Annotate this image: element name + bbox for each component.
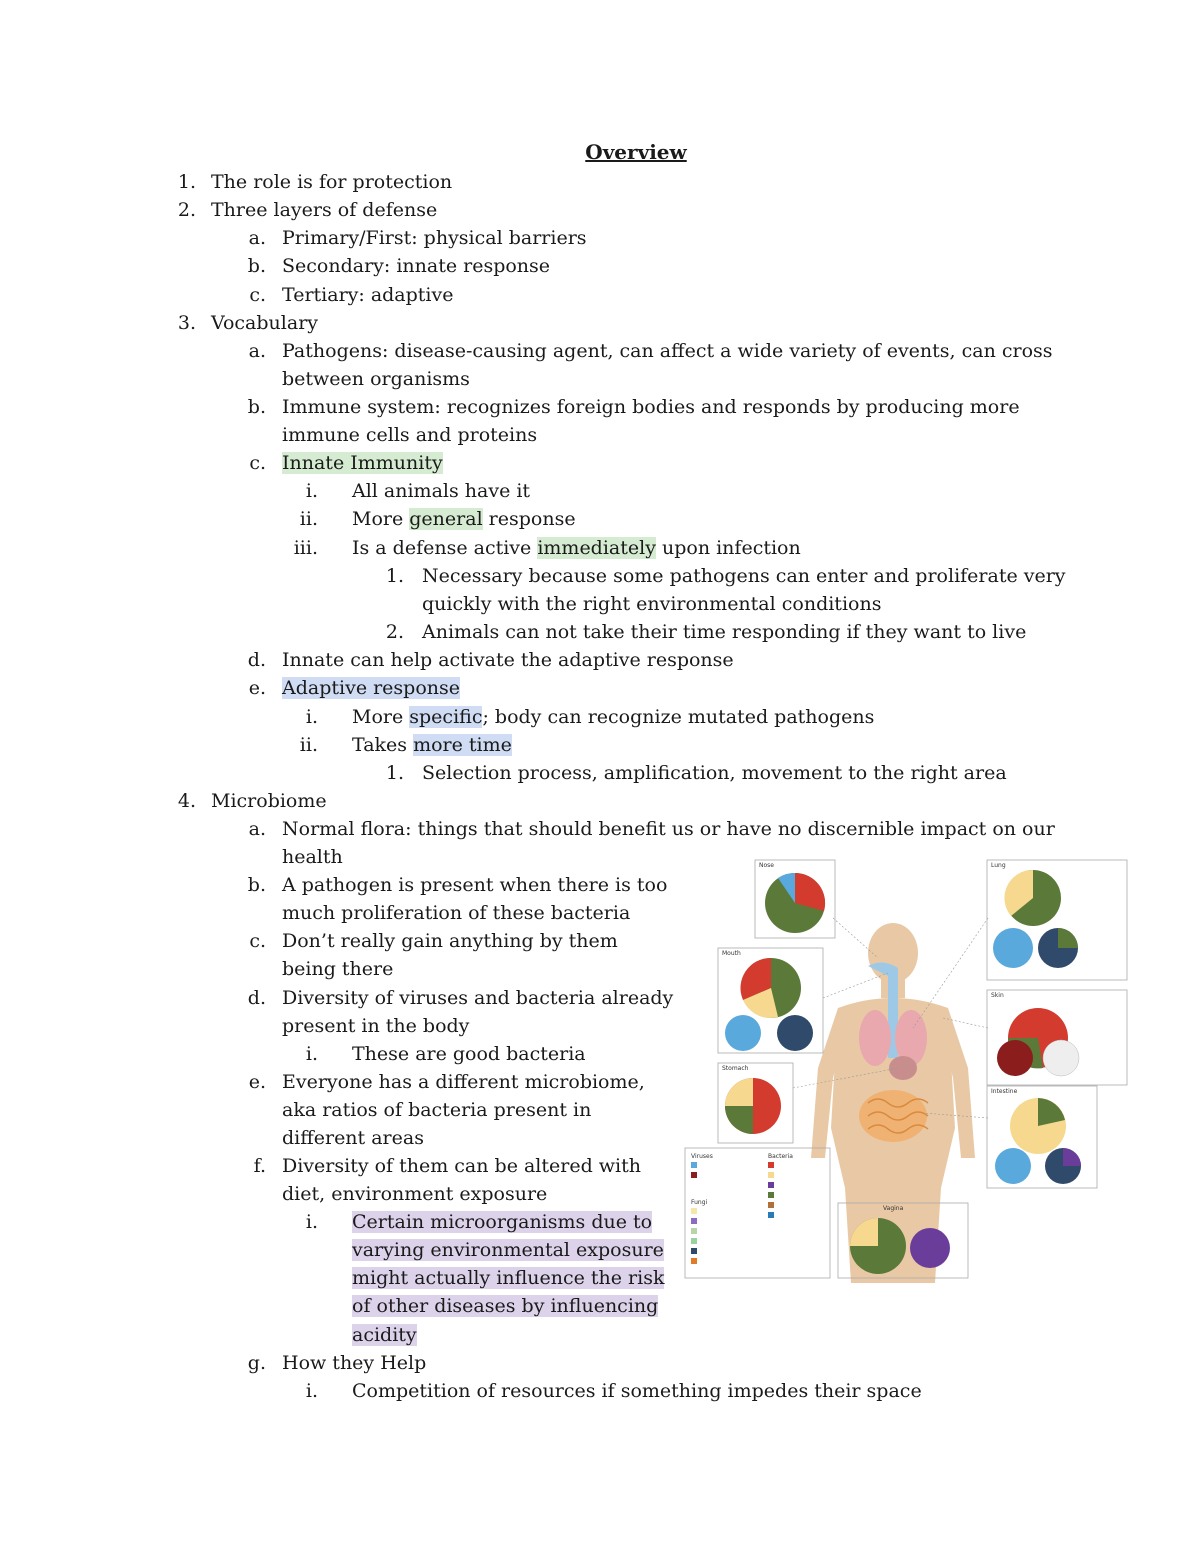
list-item: Competition of resources if something impedes their space [352,1380,922,1402]
list-marker: f. [253,1155,266,1177]
list-item [352,703,874,731]
list-item: Secondary: innate response [282,255,551,277]
list-item: Diversity of them can be altered with [282,1155,642,1177]
list-item: Immune system: recognizes foreign bodies and responds by producing more [282,396,1020,418]
list-item-continuation: diet, environment exposure [282,1183,548,1205]
list-marker: ii. [299,734,318,756]
figure-label-nose: Nose [759,862,774,869]
list-marker: 1. [177,171,196,193]
list-marker: b. [247,255,266,277]
list-marker: 2. [385,621,404,643]
list-item [352,731,512,759]
list-item-continuation: aka ratios of bacteria present in [282,1099,592,1121]
text-run: Takes [352,734,414,756]
figure-label-skin: Skin [991,992,1004,999]
list-item [282,674,460,702]
figure-label-intestine: Intestine [991,1088,1018,1095]
pie-intestine [995,1098,1081,1184]
list-marker: ii. [299,508,318,530]
list-marker: c. [249,284,266,306]
highlight-green: Innate Immunity [282,452,443,474]
list-item: Normal flora: things that should benefit us or have no discernible impact on our [282,818,1055,840]
list-marker: 1. [385,762,404,784]
legend-title-viruses: Viruses [691,1153,713,1160]
list-item: Everyone has a different microbiome, [282,1071,645,1093]
list-item: Animals can not take their time responding if they want to live [422,621,1027,643]
list-marker: 1. [385,565,404,587]
text-run: Is a defense active [352,537,538,559]
list-marker: iii. [293,537,318,559]
list-item-continuation: immune cells and proteins [282,424,538,446]
list-marker: e. [248,1071,266,1093]
list-item: Selection process, amplification, movement to the right area [422,762,1007,784]
list-item-continuation [352,1264,664,1292]
figure-label-mouth: Mouth [722,950,741,957]
figure-label-stomach: Stomach [722,1065,749,1072]
highlight-blue: Adaptive response [282,677,461,699]
highlight-purple: of other diseases by influencing [352,1295,659,1317]
list-item: Diversity of viruses and bacteria already [282,987,674,1009]
list-item: The role is for protection [211,171,453,193]
pie-stomach [725,1078,781,1134]
microbiome-figure [683,858,1131,1283]
list-marker: c. [249,930,266,952]
page-title: Overview [585,140,687,164]
list-item-continuation: present in the body [282,1015,470,1037]
list-item-continuation [352,1236,664,1264]
list-marker: i. [305,480,318,502]
list-item: Tertiary: adaptive [282,284,454,306]
list-marker: d. [247,987,266,1009]
list-marker: i. [305,1211,318,1233]
list-item: All animals have it [352,480,531,502]
list-marker: i. [305,1380,318,1402]
list-marker: a. [248,818,266,840]
text-run: response [482,508,576,530]
pie-nose [765,873,825,933]
text-run: More [352,706,410,728]
text-run: ; body can recognize mutated pathogens [482,706,875,728]
highlight-green: general [409,508,483,530]
list-item-continuation [352,1292,658,1320]
highlight-blue: specific [409,706,483,728]
list-marker: d. [247,649,266,671]
list-item-continuation: being there [282,958,394,980]
highlight-green: immediately [537,537,656,559]
list-marker: c. [249,452,266,474]
list-item: Primary/First: physical barriers [282,227,587,249]
figure-label-lung: Lung [991,862,1006,869]
list-item: Pathogens: disease-causing agent, can affect a wide variety of events, can cross [282,340,1053,362]
list-item: Vocabulary [211,312,319,334]
list-item: Innate can help activate the adaptive response [282,649,734,671]
figure-label-vagina: Vagina [883,1205,904,1212]
highlight-purple: varying environmental exposure [352,1239,664,1261]
list-marker: b. [247,396,266,418]
list-marker: 2. [177,199,196,221]
list-marker: i. [305,1043,318,1065]
pie-lung [993,870,1078,968]
figure-legend [691,1153,793,1264]
list-marker: a. [248,340,266,362]
list-item [352,505,576,533]
list-item: Don’t really gain anything by them [282,930,618,952]
highlight-purple: Certain microorganisms due to [352,1211,653,1233]
pie-mouth [725,958,813,1051]
list-marker: 3. [177,312,196,334]
legend-title-fungi: Fungi [691,1199,708,1206]
text-run: More [352,508,410,530]
list-item: These are good bacteria [352,1043,586,1065]
legend-title-bacteria: Bacteria [768,1153,793,1160]
text-run: upon infection [655,537,801,559]
list-item-continuation: between organisms [282,368,470,390]
list-item: Three layers of defense [211,199,438,221]
list-marker: a. [248,227,266,249]
list-item-continuation: much proliferation of these bacteria [282,902,631,924]
list-marker: i. [305,706,318,728]
list-item [352,534,801,562]
list-item: A pathogen is present when there is too [282,874,668,896]
list-item-continuation: different areas [282,1127,424,1149]
list-marker: b. [247,874,266,896]
list-marker: 4. [177,790,196,812]
list-item [352,1208,652,1236]
list-item-continuation [352,1321,417,1349]
highlight-purple: acidity [352,1324,417,1346]
list-item: Necessary because some pathogens can enter and proliferate very [422,565,1066,587]
list-item: Microbiome [211,790,327,812]
list-item: How they Help [282,1352,427,1374]
list-marker: g. [247,1352,266,1374]
list-item-continuation: health [282,846,343,868]
highlight-blue: more time [413,734,512,756]
list-item-continuation: quickly with the right environmental conditions [422,593,882,615]
list-item [282,449,443,477]
list-marker: e. [248,677,266,699]
highlight-purple: might actually influence the risk [352,1267,665,1289]
